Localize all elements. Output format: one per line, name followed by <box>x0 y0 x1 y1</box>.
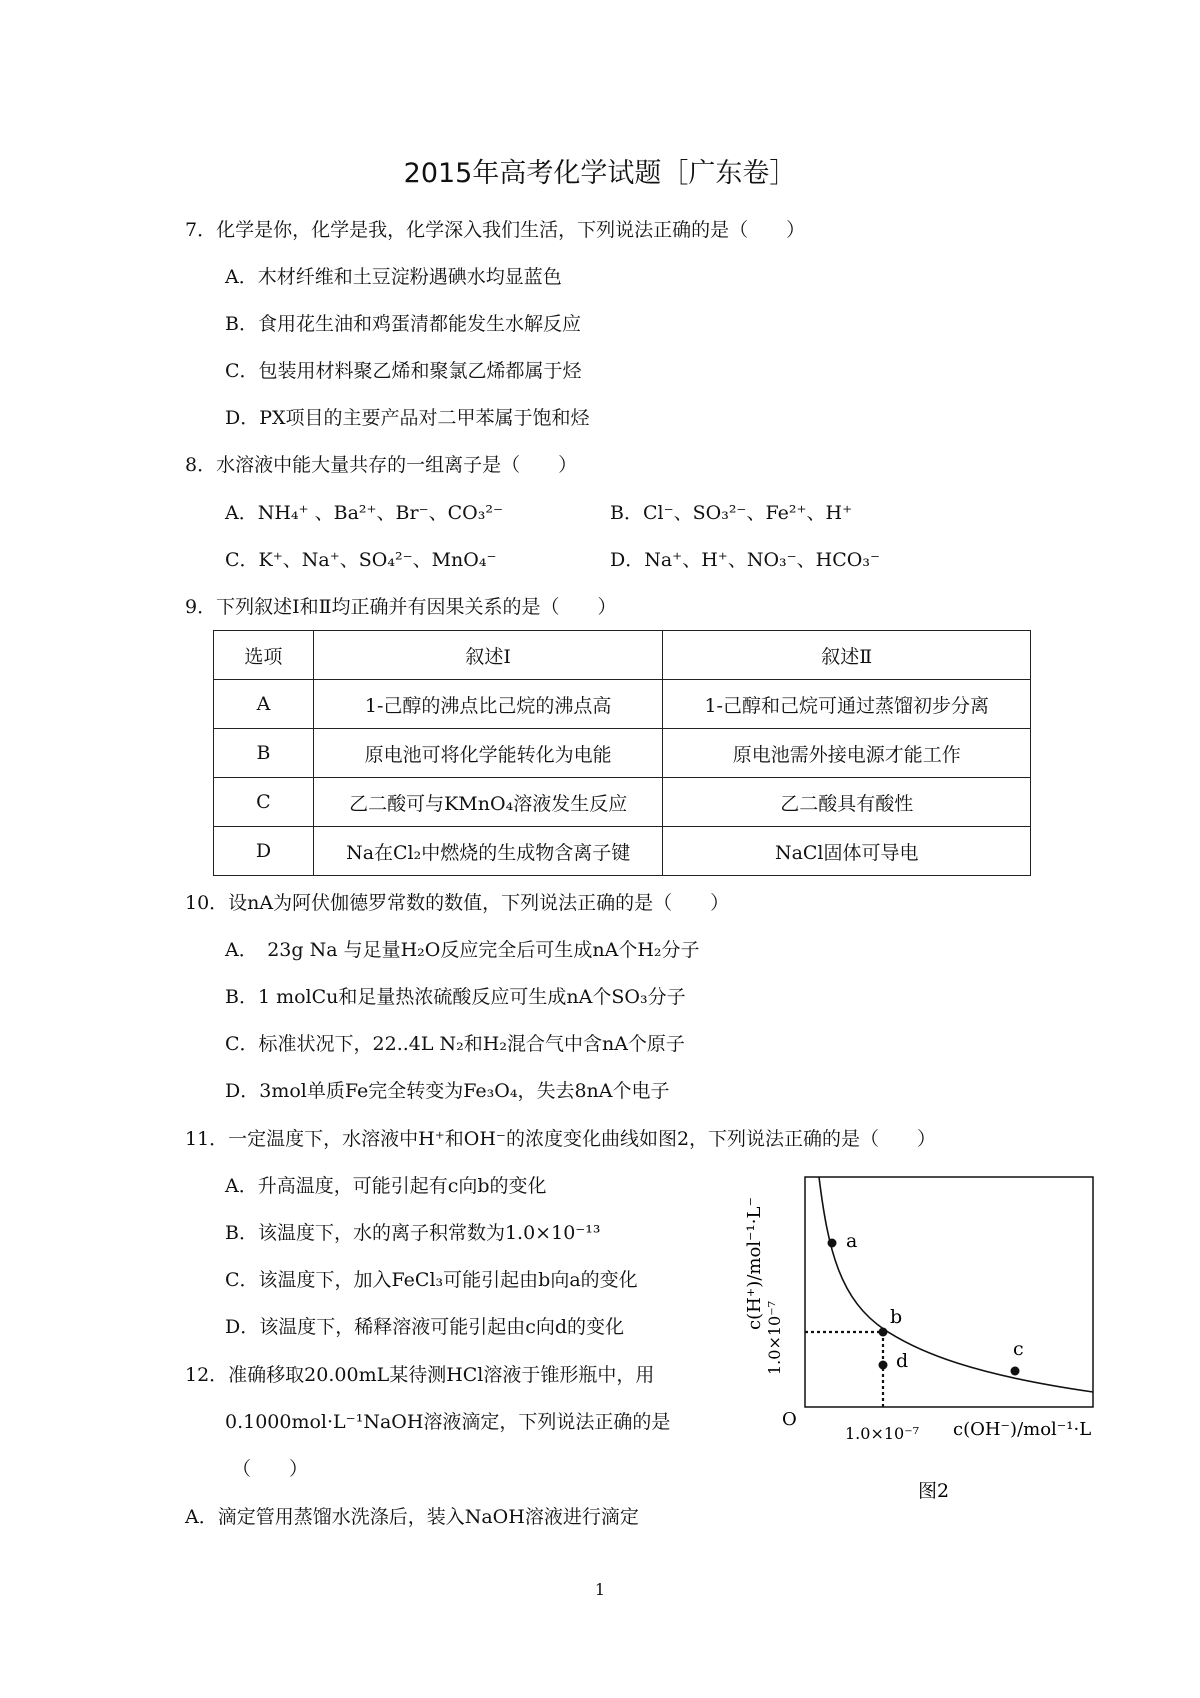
point-d <box>879 1361 888 1370</box>
question-11-option-b: B．该温度下，水的离子积常数为1.0×10⁻¹³ <box>225 1222 601 1244</box>
table-header-row <box>214 631 1031 680</box>
table-cell: 乙二酸可与KMnO₄溶液发生反应 <box>313 778 663 827</box>
point-c-label: c <box>1013 1338 1024 1360</box>
table-cell: 原电池需外接电源才能工作 <box>663 729 1031 778</box>
table-cell: B <box>214 729 314 778</box>
figure-2-graph <box>744 1155 1120 1515</box>
question-7-stem: 7．化学是你，化学是我，化学深入我们生活，下列说法正确的是（ ） <box>185 219 806 241</box>
table-cell: 1-己醇和己烷可通过蒸馏初步分离 <box>663 680 1031 729</box>
point-a <box>828 1239 837 1248</box>
ion-product-curve <box>819 1177 1093 1392</box>
question-7-option-d: D．PX项目的主要产品对二甲苯属于饱和烃 <box>225 407 590 429</box>
y-tick-label: 1.0×10⁻⁷ <box>765 1300 784 1375</box>
table-cell: A <box>214 680 314 729</box>
table-header-statement-2: 叙述Ⅱ <box>663 631 1031 680</box>
point-b-label: b <box>890 1306 903 1328</box>
table-cell: 1-己醇的沸点比己烷的沸点高 <box>313 680 663 729</box>
question-8-stem: 8．水溶液中能大量共存的一组离子是（ ） <box>185 454 578 476</box>
table-row <box>214 680 1031 729</box>
table-cell: D <box>214 827 314 876</box>
question-11-option-a: A．升高温度，可能引起有c向b的变化 <box>225 1175 547 1197</box>
y-axis-label: c(H⁺)/mol⁻¹·L⁻ <box>744 1197 765 1330</box>
plot-frame <box>805 1177 1093 1407</box>
table-row <box>214 778 1031 827</box>
question-10-option-c: C．标准状况下，22..4L N₂和H₂混合气中含nA个原子 <box>225 1033 685 1055</box>
question-7-option-a: A．木材纤维和土豆淀粉遇碘水均显蓝色 <box>225 266 562 288</box>
question-10-option-d: D．3mol单质Fe完全转变为Fe₃O₄，失去8nA个电子 <box>225 1080 670 1102</box>
page-title: 2015年高考化学试题［广东卷］ <box>403 158 797 189</box>
point-b <box>879 1328 888 1337</box>
question-10-stem: 10．设nA为阿伏伽德罗常数的数值，下列说法正确的是（ ） <box>185 892 730 914</box>
question-12-stem-line-1: 12．准确移取20.00mL某待测HCl溶液于锥形瓶中，用 <box>185 1364 655 1386</box>
question-9-table <box>213 630 1031 876</box>
question-12-option-a: A．滴定管用蒸馏水洗涤后，装入NaOH溶液进行滴定 <box>185 1506 639 1528</box>
question-10-option-a: A． 23g Na 与足量H₂O反应完全后可生成nA个H₂分子 <box>225 939 700 961</box>
question-8-option-d: D．Na⁺、H⁺、NO₃⁻、HCO₃⁻ <box>610 549 880 571</box>
x-axis-label: c(OH⁻)/mol⁻¹·L <box>953 1419 1092 1440</box>
page-number: 1 <box>594 1580 606 1599</box>
table-cell: 乙二酸具有酸性 <box>663 778 1031 827</box>
question-8-option-c: C．K⁺、Na⁺、SO₄²⁻、MnO₄⁻ <box>225 549 497 571</box>
question-9-stem: 9．下列叙述Ⅰ和Ⅱ均正确并有因果关系的是（ ） <box>185 596 617 618</box>
point-a-label: a <box>846 1230 858 1252</box>
table-cell: NaCl固体可导电 <box>663 827 1031 876</box>
origin-label: O <box>782 1409 797 1430</box>
point-d-label: d <box>896 1350 909 1372</box>
question-7-option-b: B．食用花生油和鸡蛋清都能发生水解反应 <box>225 313 581 335</box>
table-header-option: 选项 <box>214 631 314 680</box>
figure-caption: 图2 <box>918 1480 950 1502</box>
question-7-option-c: C．包装用材料聚乙烯和聚氯乙烯都属于烃 <box>225 360 582 382</box>
table-row <box>214 827 1031 876</box>
table-header-statement-1: 叙述Ⅰ <box>313 631 663 680</box>
figure-2 <box>744 1155 1120 1520</box>
question-11-option-d: D．该温度下，稀释溶液可能引起由c向d的变化 <box>225 1316 625 1338</box>
question-11-option-c: C．该温度下，加入FeCl₃可能引起由b向a的变化 <box>225 1269 638 1291</box>
table-cell: Na在Cl₂中燃烧的生成物含离子键 <box>313 827 663 876</box>
question-12-answer-bracket: （ ） <box>232 1458 309 1480</box>
table-cell: 原电池可将化学能转化为电能 <box>313 729 663 778</box>
table-cell: C <box>214 778 314 827</box>
question-12-stem-line-2: 0.1000mol·L⁻¹NaOH溶液滴定，下列说法正确的是 <box>225 1411 671 1433</box>
question-8-option-a: A．NH₄⁺ 、Ba²⁺、Br⁻、CO₃²⁻ <box>225 502 503 524</box>
point-c <box>1011 1367 1020 1376</box>
question-8-option-b: B．Cl⁻、SO₃²⁻、Fe²⁺、H⁺ <box>610 502 853 524</box>
table-row <box>214 729 1031 778</box>
question-10-option-b: B．1 molCu和足量热浓硫酸反应可生成nA个SO₃分子 <box>225 986 686 1008</box>
x-tick-label: 1.0×10⁻⁷ <box>845 1424 920 1443</box>
question-11-stem: 11．一定温度下，水溶液中H⁺和OH⁻的浓度变化曲线如图2，下列说法正确的是（ ） <box>185 1128 937 1150</box>
